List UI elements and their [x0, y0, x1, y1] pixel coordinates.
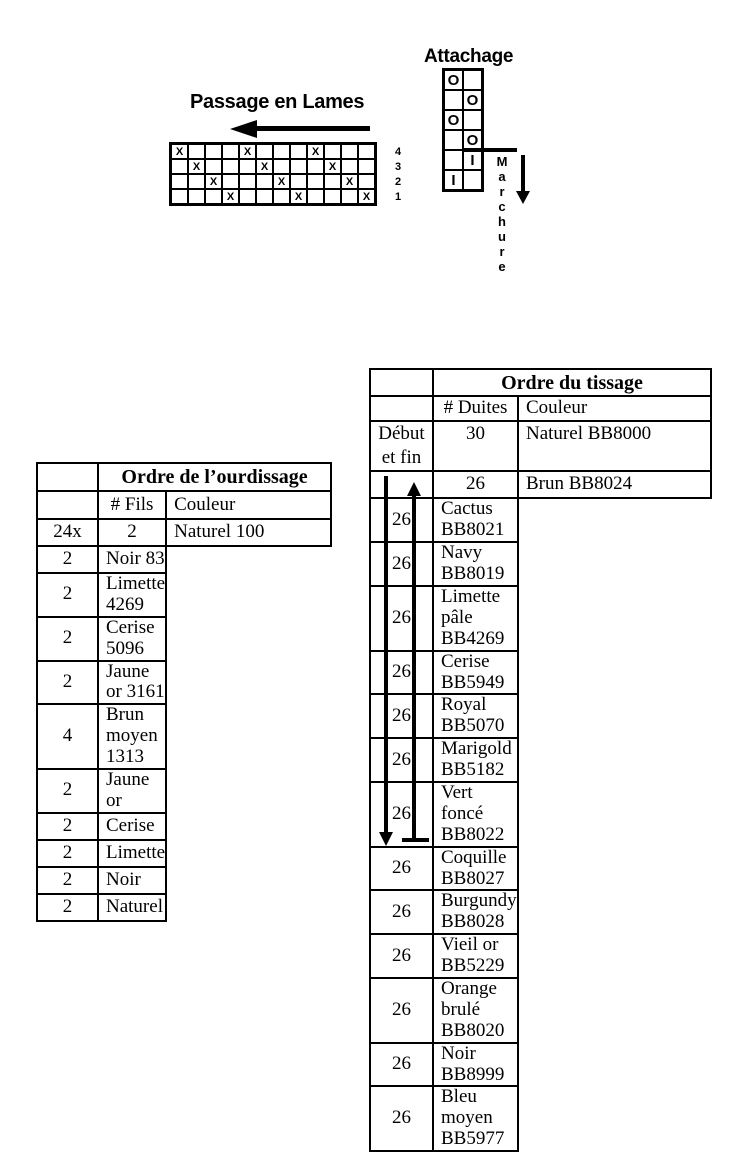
threading-mark-cell: X	[342, 175, 357, 188]
count-cell: 2	[37, 546, 98, 573]
threading-cell	[274, 145, 289, 158]
table-row	[37, 813, 331, 840]
threading-cell	[325, 145, 340, 158]
warping-order-table	[36, 462, 332, 922]
tieup-cell	[464, 71, 481, 89]
weaving-order-table	[369, 368, 712, 1152]
color-cell: Navy BB8019	[433, 542, 518, 586]
color-cell: Bleu moyen BB5977	[433, 1086, 518, 1151]
table-row	[370, 1086, 711, 1151]
table-title-row	[370, 369, 711, 396]
threading-cell	[240, 190, 255, 203]
threading-mark-cell: X	[189, 160, 204, 173]
threading-grid	[169, 142, 377, 206]
color-cell: Limette pâle BB4269	[433, 586, 518, 651]
color-cell: Naturel	[98, 894, 166, 921]
color-cell: Limette	[98, 840, 166, 867]
threading-mark-cell: X	[291, 190, 306, 203]
count-cell: 26	[370, 542, 433, 586]
threading-cell	[189, 145, 204, 158]
color-cell: Orange brulé BB8020	[433, 978, 518, 1043]
down-arrow-head	[379, 832, 393, 846]
threading-cell	[240, 175, 255, 188]
count-header: # Fils	[98, 491, 166, 519]
threading-cell	[257, 190, 272, 203]
table-row	[370, 934, 711, 978]
count-cell: 30	[433, 421, 518, 471]
color-cell: Royal BB5070	[433, 694, 518, 738]
down-arrow-shaft	[384, 476, 388, 834]
count-cell: 2	[98, 519, 166, 546]
tieup-cell	[445, 91, 462, 109]
tieup-cell	[445, 131, 462, 149]
threading-cell	[325, 190, 340, 203]
color-cell: Noir BB8999	[433, 1043, 518, 1087]
corner-cell	[370, 369, 433, 396]
threading-mark-cell: X	[240, 145, 255, 158]
threading-cell	[359, 145, 374, 158]
passage-en-lames-label: Passage en Lames	[190, 91, 365, 113]
count-cell: 26	[370, 1086, 433, 1151]
threading-cell	[308, 175, 323, 188]
threading-cell	[172, 175, 187, 188]
table-row	[37, 519, 331, 546]
tieup-mark-cell: O	[445, 71, 462, 89]
tieup-divider-line	[462, 148, 517, 152]
arrow-head	[516, 191, 530, 204]
color-cell: Vieil or BB5229	[433, 934, 518, 978]
threading-cell	[325, 175, 340, 188]
marchure-letter: h	[498, 214, 506, 229]
count-cell: 26	[370, 1043, 433, 1087]
color-cell: Noir	[98, 867, 166, 894]
marchure-letter: a	[498, 169, 506, 184]
color-cell: Marigold BB5182	[433, 738, 518, 782]
color-cell: Cactus BB8021	[433, 498, 518, 542]
color-header: Couleur	[166, 491, 331, 519]
tieup-cell	[464, 111, 481, 129]
threading-cell	[274, 190, 289, 203]
table-title-row	[37, 463, 331, 491]
marchure-letter: r	[499, 244, 505, 259]
tieup-cell	[464, 171, 481, 189]
count-cell: 26	[433, 471, 518, 498]
count-cell: 2	[37, 573, 98, 617]
color-cell: Jaune or	[98, 769, 166, 813]
table-title: Ordre de l’ourdissage	[98, 463, 331, 491]
table-row	[37, 661, 331, 705]
count-cell: 26	[370, 586, 433, 651]
threading-cell	[189, 175, 204, 188]
color-cell: Burgundy BB8028	[433, 890, 518, 934]
threading-cell	[291, 160, 306, 173]
count-cell: 2	[37, 894, 98, 921]
color-cell: Vert foncé BB8022	[433, 782, 518, 847]
threading-cell	[223, 160, 238, 173]
marchure-letter: u	[498, 229, 506, 244]
count-cell: 2	[37, 661, 98, 705]
table-row	[37, 704, 331, 769]
arrow-head	[230, 120, 257, 138]
table-row	[370, 847, 711, 891]
arrow-shaft	[254, 126, 370, 131]
tieup-mark-cell: I	[445, 171, 462, 189]
up-arrow-foot	[402, 838, 429, 842]
tieup-grid	[442, 68, 484, 192]
count-cell: 26	[370, 847, 433, 891]
tieup-cell	[445, 151, 462, 169]
table-row	[370, 651, 711, 695]
table-row	[37, 546, 331, 573]
threading-cell	[172, 160, 187, 173]
threading-mark-cell: X	[359, 190, 374, 203]
table-row	[370, 890, 711, 934]
tieup-mark-cell: O	[464, 131, 481, 149]
left-arrow-icon	[230, 120, 370, 138]
threading-mark-cell: X	[172, 145, 187, 158]
color-cell: Cerise	[98, 813, 166, 840]
table-row	[37, 573, 331, 617]
shaft-numbers	[390, 145, 406, 205]
color-cell: Jaune or 3161	[98, 661, 166, 705]
count-cell: 26	[370, 694, 433, 738]
repeat-count-cell: 24x	[37, 519, 98, 546]
threading-cell	[172, 190, 187, 203]
up-arrow-shaft	[412, 494, 416, 842]
threading-cell	[291, 145, 306, 158]
attachage-label: Attachage	[424, 46, 514, 67]
marchure-label	[494, 154, 510, 274]
table-row	[370, 1043, 711, 1087]
color-cell: Cerise BB5949	[433, 651, 518, 695]
count-cell: 26	[370, 738, 433, 782]
color-cell: Naturel 100	[166, 519, 331, 546]
table-row	[370, 738, 711, 782]
color-header: Couleur	[518, 396, 711, 421]
table-header-row	[370, 396, 711, 421]
color-cell: Coquille BB8027	[433, 847, 518, 891]
threading-cell	[206, 160, 221, 173]
table-row	[370, 694, 711, 738]
threading-cell	[274, 160, 289, 173]
start-end-row	[370, 421, 711, 471]
threading-cell	[206, 145, 221, 158]
threading-mark-cell: X	[223, 190, 238, 203]
threading-mark-cell: X	[257, 160, 272, 173]
threading-cell	[342, 160, 357, 173]
count-header: # Duites	[433, 396, 518, 421]
tieup-mark-cell: O	[464, 91, 481, 109]
threading-cell	[206, 190, 221, 203]
count-cell: 2	[37, 769, 98, 813]
count-cell: 26	[370, 890, 433, 934]
count-cell: 2	[37, 813, 98, 840]
threading-cell	[342, 145, 357, 158]
threading-cell	[359, 160, 374, 173]
count-cell: 26	[370, 651, 433, 695]
count-cell: 2	[37, 867, 98, 894]
threading-cell	[257, 145, 272, 158]
shaft-number: 3	[394, 161, 402, 173]
arrow-shaft	[521, 155, 525, 193]
count-cell: 26	[370, 782, 433, 847]
table-row	[37, 840, 331, 867]
marchure-letter: r	[499, 184, 505, 199]
threading-mark-cell: X	[274, 175, 289, 188]
table-row	[37, 867, 331, 894]
down-arrow-icon	[516, 155, 530, 205]
table-row	[370, 782, 711, 847]
count-cell: 2	[37, 617, 98, 661]
shaft-number: 4	[394, 146, 402, 158]
color-cell: Brun BB8024	[518, 471, 711, 498]
corner-cell	[370, 396, 433, 421]
tieup-mark-cell: I	[464, 151, 481, 169]
threading-mark-cell: X	[308, 145, 323, 158]
table-row	[370, 542, 711, 586]
count-cell: 2	[37, 840, 98, 867]
threading-cell	[342, 190, 357, 203]
table-row	[37, 894, 331, 921]
threading-cell	[291, 175, 306, 188]
threading-cell	[308, 160, 323, 173]
marchure-letter: e	[498, 259, 506, 274]
count-cell: 26	[370, 934, 433, 978]
shaft-number: 1	[394, 191, 402, 203]
table-header-row	[37, 491, 331, 519]
table-row	[37, 769, 331, 813]
table-row	[370, 978, 711, 1043]
threading-mark-cell: X	[325, 160, 340, 173]
threading-cell	[240, 160, 255, 173]
table-row	[370, 471, 711, 498]
shaft-number: 2	[394, 176, 402, 188]
start-end-label: Début et fin	[370, 421, 433, 471]
marchure-letter: c	[498, 199, 506, 214]
threading-cell	[223, 145, 238, 158]
corner-cell	[37, 491, 98, 519]
repeat-direction-cell	[370, 471, 433, 498]
threading-cell	[308, 190, 323, 203]
count-cell: 26	[370, 978, 433, 1043]
marchure-letter: M	[496, 154, 508, 169]
threading-cell	[257, 175, 272, 188]
color-cell: Cerise 5096	[98, 617, 166, 661]
table-row	[37, 617, 331, 661]
tieup-mark-cell: O	[445, 111, 462, 129]
count-cell: 26	[370, 498, 433, 542]
count-cell: 4	[37, 704, 98, 769]
table-row	[370, 498, 711, 542]
color-cell: Naturel BB8000	[518, 421, 711, 471]
threading-cell	[189, 190, 204, 203]
color-cell: Brun moyen 1313	[98, 704, 166, 769]
color-cell: Noir 83	[98, 546, 166, 573]
table-row	[370, 586, 711, 651]
threading-mark-cell: X	[206, 175, 221, 188]
corner-cell	[37, 463, 98, 491]
threading-cell	[359, 175, 374, 188]
color-cell: Limette 4269	[98, 573, 166, 617]
table-title: Ordre du tissage	[433, 369, 711, 396]
threading-cell	[223, 175, 238, 188]
